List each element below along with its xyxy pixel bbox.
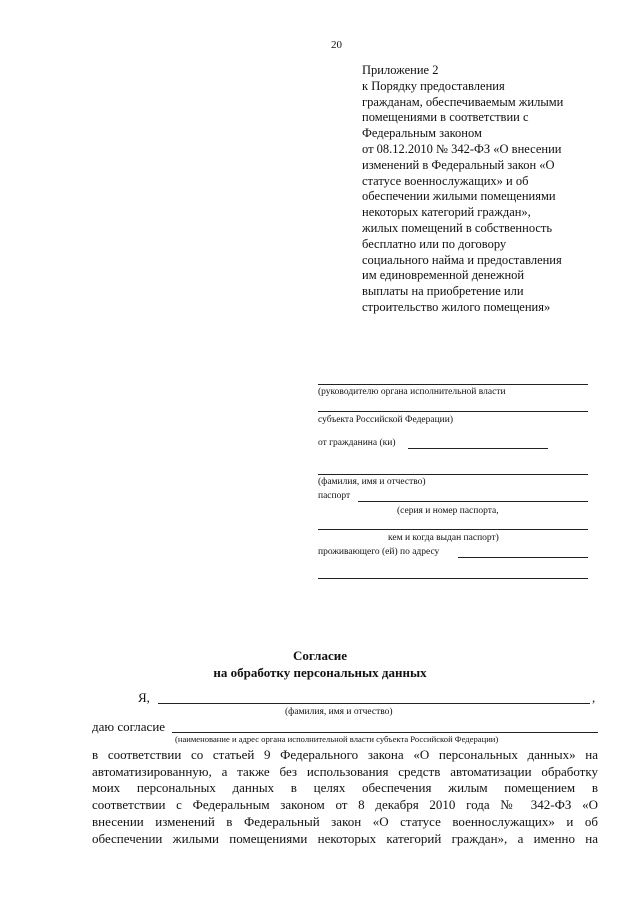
appendix-line: обеспечении жилыми помещениями [362,189,556,204]
give-consent-label: даю согласие [92,719,166,734]
fio-label: (фамилия, имя и отчество) [318,477,426,487]
page-number: 20 [331,39,342,51]
appendix-line: Приложение 2 [362,63,439,77]
appendix-line: к Порядку предоставления [362,78,505,93]
consent-body [92,747,598,847]
document-subtitle: на обработку персональных данных [213,665,427,680]
passport-line[interactable] [358,501,588,502]
body-line: обеспечении жилыми помещениями некоторых категорий граждан», а именно на [92,830,598,846]
head-label: (руководителю органа исполнительной власти [318,387,506,397]
appendix-line: социального найма и предоставления [362,252,562,267]
subject-line[interactable] [318,411,588,412]
fio-comma: , [592,690,596,705]
organ-line[interactable] [172,732,598,733]
body-line: соответствии с Федеральным законом от 8 декабря 2010 года № 342-ФЗ «О [92,797,598,813]
consent-fio-line[interactable] [158,703,590,704]
appendix-line: изменений в Федеральный закон «О [362,157,555,172]
organ-caption: (наименование и адрес органа исполнительной власти субъекта Российской Федерации) [175,734,499,744]
appendix-line: строительство жилого помещения» [362,299,551,314]
fio-line[interactable] [318,474,588,475]
appendix-line: от 08.12.2010 № 342-ФЗ «О внесении [362,141,562,156]
body-line: автоматизированную, а также без использования средств автоматизации обработку [92,763,598,779]
appendix-line: статусе военнослужащих» и об [362,173,529,188]
appendix-line: выплаты на приобретение или [362,284,524,299]
body-line: моих персональных данных в целях обеспечения жилым помещением в [92,780,598,796]
i-label: Я, [138,690,150,705]
address-line[interactable] [318,578,588,579]
appendix-line: некоторых категорий граждан», [362,205,531,220]
residing-line[interactable] [458,557,588,558]
body-line: в соответствии со статьей 9 Федерального закона «О персональных данных» на [92,747,598,762]
consent-fio-caption: (фамилия, имя и отчество) [285,707,393,717]
subject-label: субъекта Российской Федерации) [318,415,454,425]
document-title: Согласие [293,648,347,663]
appendix-line: бесплатно или по договору [362,236,507,251]
passport-label: паспорт [318,491,351,501]
passport-issued-label: кем и когда выдан паспорт) [388,533,499,543]
body-line: внесении изменений в Федеральный закон «О статусе военнослужащих» и об [92,813,598,829]
appendix-header [362,63,563,316]
appendix-line: помещениями в соответствии с [362,110,529,125]
residing-label: проживающего (ей) по адресу [318,547,440,557]
appendix-line: жилых помещений в собственность [362,220,553,235]
head-name-line[interactable] [318,384,588,385]
appendix-line: гражданам, обеспечиваемым жилыми [362,94,564,109]
passport-issued-line[interactable] [318,529,588,530]
from-label: от гражданина (ки) [318,438,396,448]
from-line[interactable] [408,448,548,449]
appendix-line: Федеральным законом [362,126,482,141]
passport-series-label: (серия и номер паспорта, [397,506,499,516]
appendix-line: им единовременной денежной [362,268,525,283]
